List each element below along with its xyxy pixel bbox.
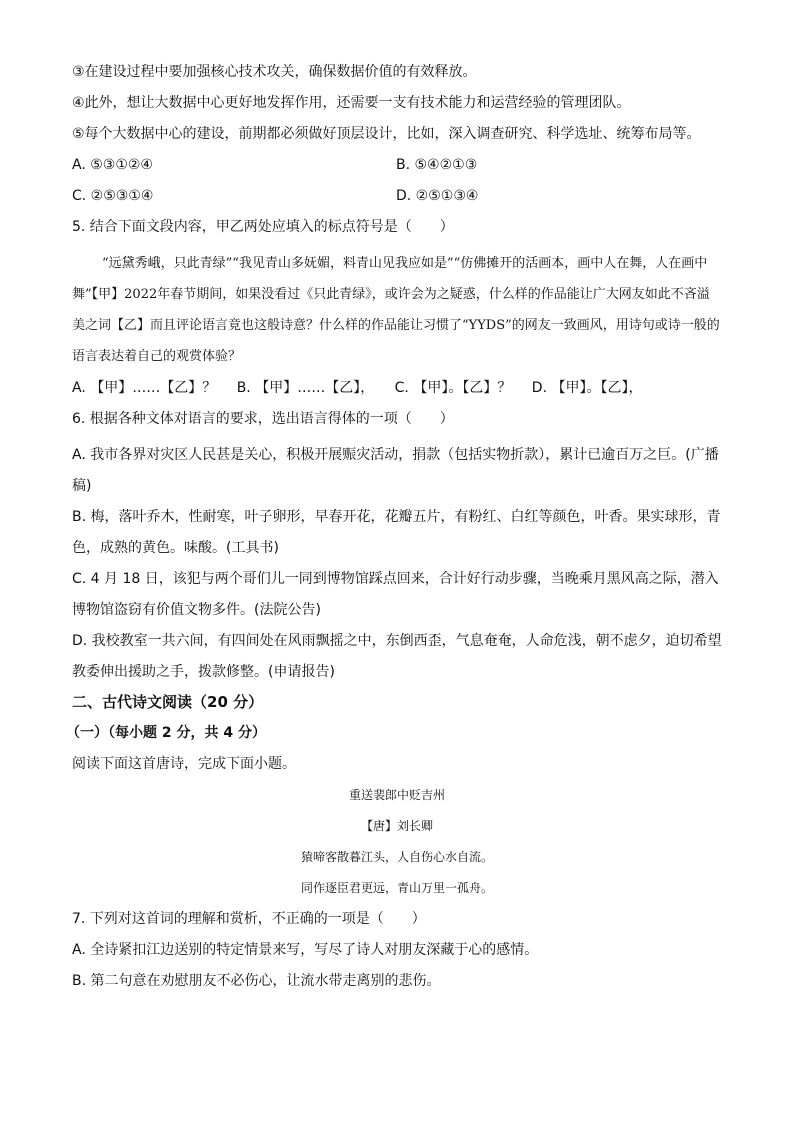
q4-options-row-2 [72,186,722,206]
q7-option-b: B. 第二句意在劝慰朋友不必伤心，让流水带走离别的悲伤。 [72,973,441,989]
q5-option-d: D. 【甲】。【乙】， [531,380,643,396]
q5-option-c: C. 【甲】。【乙】？ [394,380,512,396]
q6-option-c: C. 4 月 18 日，该犯与两个哥们儿一同到博物馆踩点回来，合计好行动步骤，当晚乘月黑风高之际，潜入博物馆盗窃有价值文物多件。(法院公告) [72,571,719,618]
poem-line-1: 猿啼客散暮江头，人自伤心水自流。 [300,850,493,864]
q4-option-d: D. ②⑤①③④ [396,188,479,204]
document-page [66,62,722,1002]
q4-option-c: C. ②⑤③①④ [72,188,154,204]
poem-instruction: 阅读下面这首唐诗，完成下面小题。 [72,756,296,772]
sentence-3: ③在建设过程中要加强核心技术攻关，确保数据价值的有效释放。 [72,64,477,80]
q5-passage: “远黛秀峨，只此青绿”“我见青山多妩媚，料青山见我应如是”“仿佛摊开的活画本，画中人在舞，人在画中舞”【甲】2022年春节期间，如果没看过《只此青绿》，或许会为之疑惑，什么样的作品能让广大网友如此不吝溢美之词【乙】而且评论语言竟也这般诗意？什么样的作品能让习惯了“YYDS”的网友一致画风，用诗句或诗一般的语言表达着自己的观赏体验？ [72,256,720,364]
q6-stem: 6. 根据各种文体对语言的要求，选出语言得体的一项（ ） [72,411,454,427]
poem-line-2: 同作逐臣君更远，青山万里一孤舟。 [300,881,493,895]
q7-option-a: A. 全诗紧扣江边送别的特定情景来写，写尽了诗人对朋友深藏于心的感情。 [72,942,539,958]
q4-option-a: A. ⑤③①②④ [72,157,153,173]
q5-stem: 5. 结合下面文段内容，甲乙两处应填入的标点符号是（ ） [72,219,454,235]
q4-options-row-1 [72,155,722,175]
q5-options [72,378,722,398]
q4-option-b: B. ⑤④②①③ [396,157,478,173]
q5-option-a: A. 【甲】……【乙】？ [72,380,217,396]
q6-option-a: A. 我市各界对灾区人民甚是关心，积极开展赈灾活动，捐款（包括实物折款），累计已逾百万之巨。(广播稿) [72,447,719,494]
q6-option-d: D. 我校教室一共六间，有四间处在风雨飘摇之中，东倒西歪，气息奄奄，人命危浅，朝不虑夕，迫切希望教委伸出援助之手，拨款修整。(申请报告) [72,633,722,680]
poem-title: 重送裴郎中贬吉州 [348,788,445,802]
section-2-subheading: （一）（每小题 2 分，共 4 分） [66,725,266,741]
poem-author: 【唐】刘长卿 [360,819,433,833]
q5-option-b: B. 【甲】……【乙】， [236,380,375,396]
sentence-5: ⑤每个大数据中心的建设，前期都必须做好顶层设计，比如，深入调查研究、科学选址、统筹布局等。 [72,126,701,142]
q6-option-b: B. 梅，落叶乔木，性耐寒，叶子卵形，早春开花，花瓣五片，有粉红、白红等颜色，叶香。果实球形，青色，成熟的黄色。味酸。(工具书) [72,509,721,556]
q7-stem: 7. 下列对这首词的理解和赏析，不正确的一项是（ ） [72,911,426,927]
sentence-4: ④此外，想让大数据中心更好地发挥作用，还需要一支有技术能力和运营经验的管理团队。 [72,95,631,111]
section-2-heading: 二、古代诗文阅读（20 分） [72,693,264,711]
